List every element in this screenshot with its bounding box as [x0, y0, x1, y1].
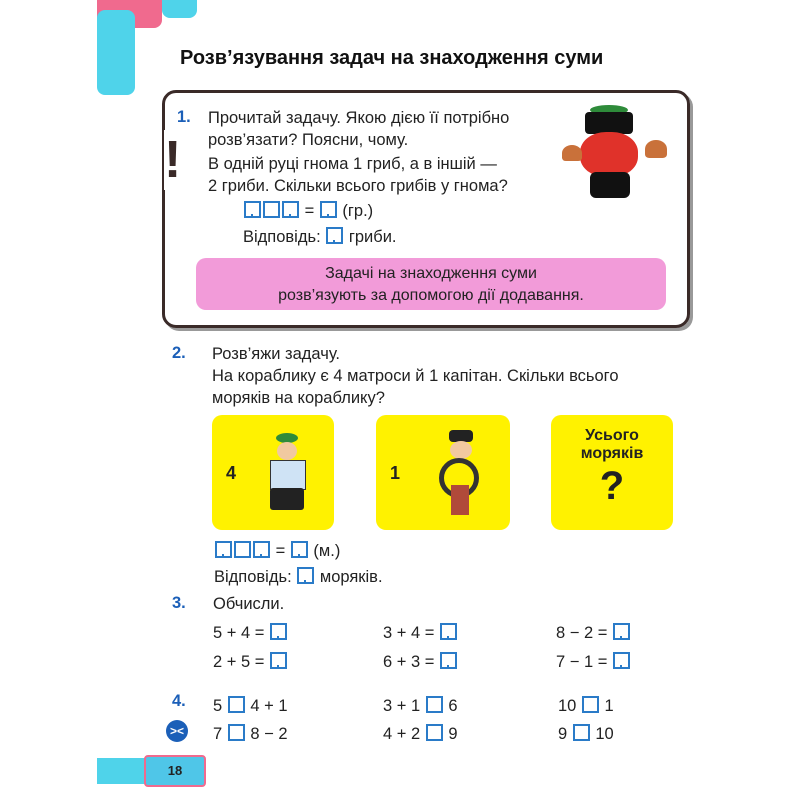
total-card	[551, 415, 673, 530]
answer-box[interactable]	[291, 541, 308, 558]
answer-box[interactable]	[244, 201, 261, 218]
rule-note	[196, 258, 666, 310]
total-label: Усього	[585, 427, 639, 444]
answer-box[interactable]	[326, 227, 343, 244]
expression: 5 + 4 =	[213, 622, 288, 644]
captain-card	[376, 415, 510, 530]
unit: (м.)	[313, 542, 341, 560]
task1-number: 1.	[177, 108, 191, 126]
compare-box[interactable]	[573, 724, 590, 741]
sailors-card	[212, 415, 334, 530]
text-line: 2 гриби. Скільки всього грибів у гнома?	[208, 177, 508, 195]
text-line: моряків на кораблику?	[212, 389, 385, 407]
sailor-illustration	[262, 433, 312, 513]
comparison: 10 1	[558, 697, 614, 715]
text-line: Прочитай задачу. Якою дією її потрібно	[208, 109, 510, 127]
comparison: 7 8 − 2	[213, 725, 288, 743]
comparison: 5 4 + 1	[213, 697, 288, 715]
task1-formula: = (гр.)	[243, 200, 373, 222]
text-line: В одній руці гнома 1 гриб, а в іншій —	[208, 155, 497, 173]
comparison: 4 + 2 9	[383, 725, 458, 743]
compare-box[interactable]	[426, 724, 443, 741]
gnome-illustration	[560, 100, 670, 210]
answer-box[interactable]	[270, 652, 287, 669]
task2-text	[212, 343, 619, 409]
compare-box[interactable]	[228, 724, 245, 741]
captain-illustration	[431, 430, 491, 515]
task3-label: Обчисли.	[213, 595, 285, 613]
expression: 8 − 2 =	[556, 622, 631, 644]
task3-number: 3.	[172, 594, 186, 612]
answer-box[interactable]	[440, 652, 457, 669]
task1-text	[208, 107, 509, 197]
answer-box[interactable]	[320, 201, 337, 218]
compare-box[interactable]	[228, 696, 245, 713]
question-mark: ?	[599, 464, 625, 508]
answer-box[interactable]	[234, 541, 251, 558]
answer-unit: моряків.	[319, 568, 383, 586]
card-count: 4	[226, 463, 237, 483]
card-count: 1	[390, 463, 401, 483]
answer-box[interactable]	[297, 567, 314, 584]
expression: 3 + 4 =	[383, 622, 458, 644]
comparison: 3 + 1 6	[383, 697, 458, 715]
total-label: моряків	[580, 445, 644, 462]
answer-box[interactable]	[613, 623, 630, 640]
compare-box[interactable]	[426, 696, 443, 713]
task2-number: 2.	[172, 344, 186, 362]
answer-label: Відповідь:	[214, 568, 292, 586]
rule-line: Задачі на знаходження суми	[325, 265, 537, 282]
text-line: Розв’яжи задачу.	[212, 345, 341, 363]
answer-box[interactable]	[253, 541, 270, 558]
answer-box[interactable]	[263, 201, 280, 218]
answer-box[interactable]	[282, 201, 299, 218]
expression: 7 − 1 =	[556, 651, 631, 673]
compare-icon: ><	[166, 720, 188, 742]
page-number: 18	[144, 755, 206, 787]
answer-unit: гриби.	[348, 228, 397, 246]
answer-box[interactable]	[270, 623, 287, 640]
answer-box[interactable]	[215, 541, 232, 558]
task1-answer	[243, 226, 397, 248]
answer-label: Відповідь:	[243, 228, 321, 246]
comparison: 9 10	[558, 725, 614, 743]
page-title: Розв’язування задач на знаходження суми	[180, 47, 604, 69]
text-line: На кораблику є 4 матроси й 1 капітан. Скільки всього	[212, 367, 619, 385]
text-line: розв’язати? Поясни, чому.	[208, 131, 409, 149]
task2-formula: = (м.)	[214, 540, 340, 562]
exclamation-icon: !	[164, 131, 182, 189]
answer-box[interactable]	[440, 623, 457, 640]
rule-line: розв’язують за допомогою дії додавання.	[278, 287, 584, 304]
answer-box[interactable]	[613, 652, 630, 669]
unit: (гр.)	[342, 202, 374, 220]
expression: 6 + 3 =	[383, 651, 458, 673]
expression: 2 + 5 =	[213, 651, 288, 673]
compare-box[interactable]	[582, 696, 599, 713]
task2-answer	[214, 566, 383, 588]
task4-number: 4.	[172, 692, 186, 710]
page-number-bar	[97, 758, 147, 784]
